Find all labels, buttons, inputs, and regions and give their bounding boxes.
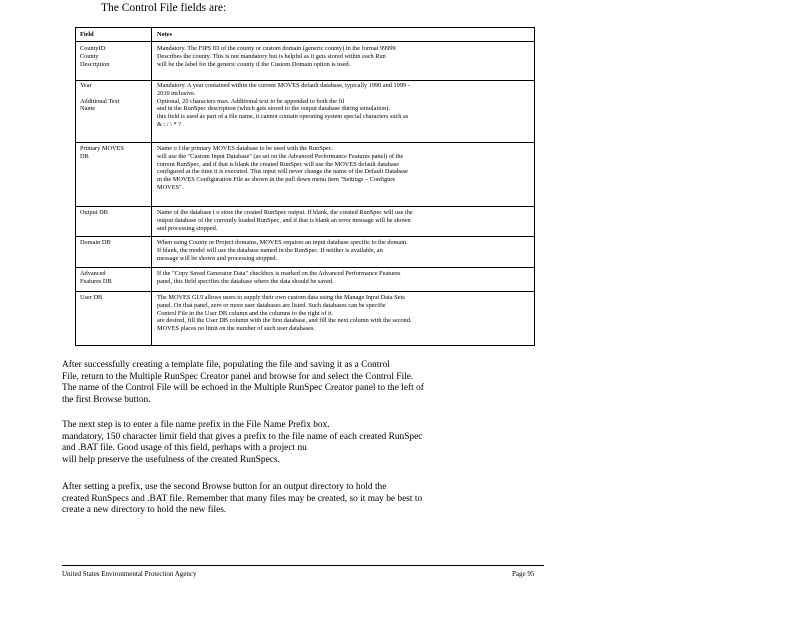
table-rule <box>75 291 534 292</box>
table-row-field: User DB <box>80 294 103 301</box>
table-rule <box>75 142 534 143</box>
table-row-field: Domain DB <box>80 239 111 246</box>
table-rule <box>75 267 534 268</box>
table-rule <box>75 41 534 42</box>
table-row-field: Primary MOVES DB <box>80 145 124 160</box>
footer-agency: United States Environmental Protection Agency <box>62 570 197 578</box>
table-row-notes: If the "Copy Saved Generator Data" checkbox is marked on the Advanced Performance Features panel, this field specifies the database where the data should be saved. <box>157 270 401 285</box>
page-heading: The Control File fields are: <box>101 2 227 14</box>
table-row-field: Output DB <box>80 209 108 216</box>
table-header-field: Field <box>80 31 94 38</box>
body-paragraph: The next step is to enter a file name prefix in the File Name Prefix box. mandatory, 150 character limit field that gives a prefix to the file name of each created RunSpec and .BAT file. Good usage of this field, perhaps with a project nu will help preserve the usefulness of the created RunSpecs. <box>62 420 423 465</box>
table-row-notes: Name o f the primary MOVES database to be used with the RunSpec. will use the "Custom Input Database" (as set on the Advanced Performance Features panel) of the current RunSpec, and if that is blank the created RunSpec will use the MOVES default database configured at the time it is executed. This input will never change the name of the Default Database in the MOVES Configuration File as shown in the pull down menu item "Settings – Configure MOVES". <box>157 145 408 191</box>
table-row-field: CountyID County Description <box>80 45 110 68</box>
table-rule <box>75 206 534 207</box>
table-row-notes: Name of the database t o store the created RunSpec output. If blank, the created RunSpec will use the output database of the currently loaded RunSpec, and if that is blank an error message will be shown and processing stopped. <box>157 209 413 232</box>
table-row-notes: Mandatory. A year contained within the current MOVES default database, typically 1990 and 1999 - 2030 inclusive. Optional, 20 characters max. Additional text to be appended to both the fil and in the RunSpec description (which gets stored to the output database during simulation). this field is used as part of a file name, it cannot contain operating system special characters such as & : / \ * ? <box>157 82 410 128</box>
table-row-field: Year Additional Text Name <box>80 82 120 113</box>
table-row-notes: When using County or Project domains, MOVES requires an input database specific to the domain. If blank, the model will use the database named in the RunSpec. If neither is available, an message will be shown and processing stopped. <box>157 239 408 262</box>
body-paragraph: After setting a prefix, use the second Browse button for an output directory to hold the created RunSpecs and .BAT file. Remember that many files may be created, so it may be best to create a new directory to hold the new files. <box>62 482 423 515</box>
table-column-divider <box>151 27 152 345</box>
body-paragraph: After successfully creating a template file, populating the file and saving it as a Control File, return to the Multiple RunSpec Creator panel and browse for and select the Control File. The name of the Control File will be echoed in the Multiple RunSpec Creator panel to the left of the first Browse button. <box>62 360 424 405</box>
table-header-notes: Notes <box>157 31 173 38</box>
table-rule <box>75 236 534 237</box>
table-rule <box>75 80 534 81</box>
table-row-notes: The MOVES GUI allows users to supply their own custom data using the Manage Input Data Sets panel. On that panel, zero or more user databases are listed. Such databases can be specifie Control File in the User DB column and the columns to the right of it. are desired, fill the User DB column with the first database, and fill the next column with the second. MOVES places no limit on the number of such user databases. <box>157 294 412 333</box>
page-number: Page 95 <box>512 570 535 578</box>
footer-rule <box>62 565 544 566</box>
table-row-field: Advanced Features DB <box>80 270 112 285</box>
table-row-notes: Mandatory. The FIPS ID of the county or custom domain (generic county) in the format 99999 Describes the county. This is not mandatory but is helpful as it gets stored within each Run will be the label for the generic county if the Custom Domain option is used. <box>157 45 396 68</box>
